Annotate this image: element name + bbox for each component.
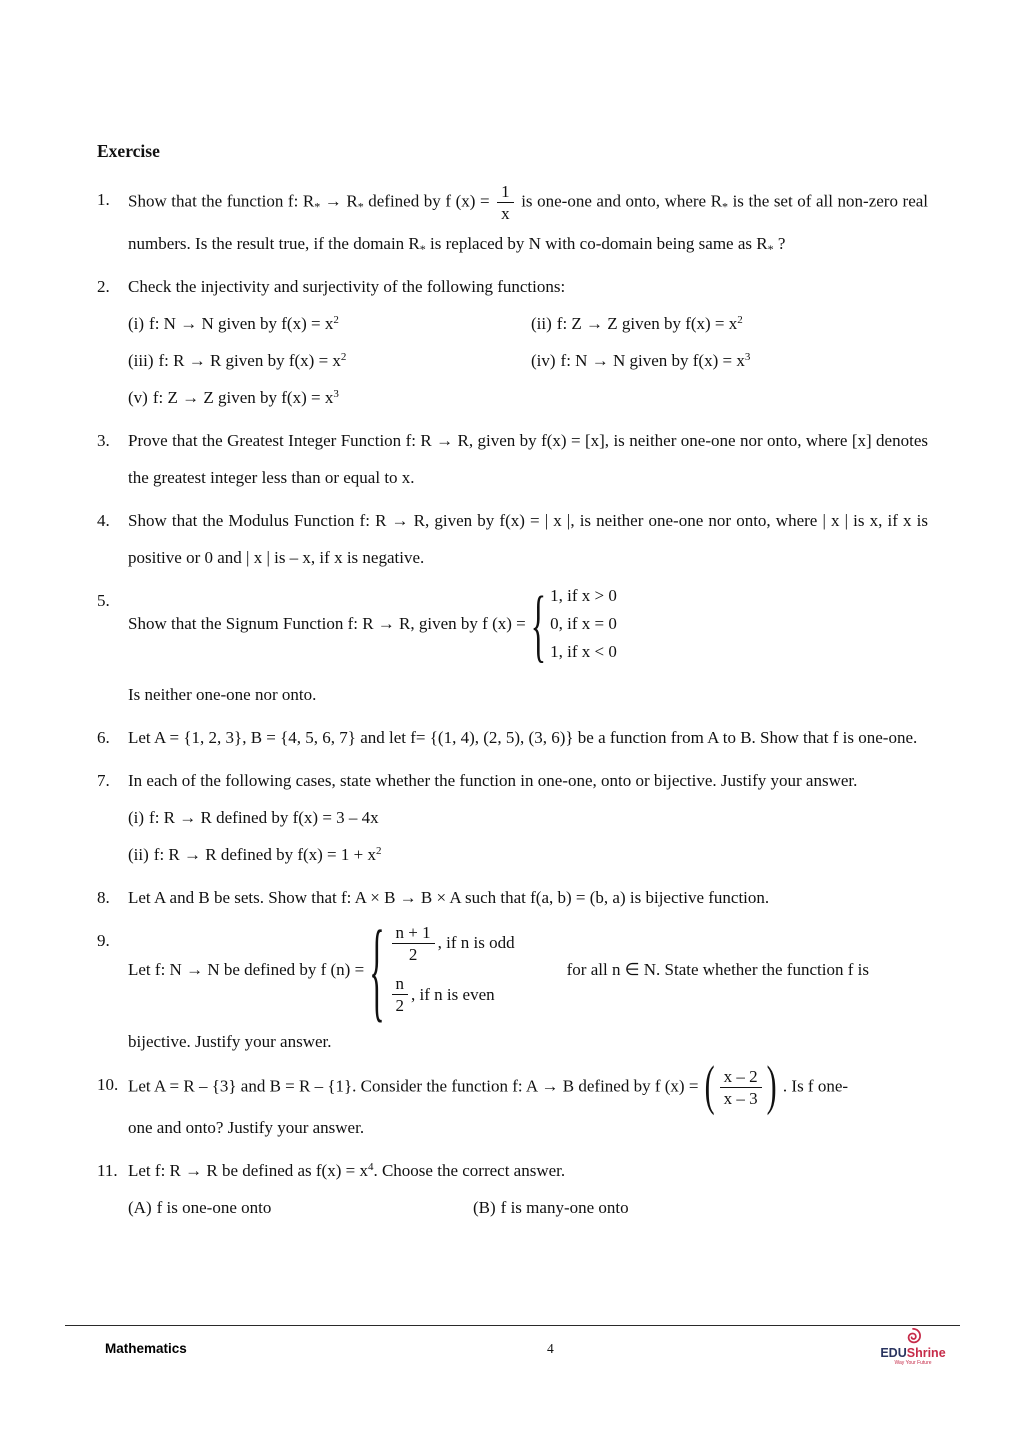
problem-2-subitems (128, 305, 928, 416)
problem-5-conclusion: Is neither one-one nor onto. (128, 684, 317, 704)
subscript: * (314, 199, 321, 214)
logo-tagline: Way Your Future (894, 1359, 932, 1366)
exercise-content (97, 141, 928, 1232)
problem-9 (97, 906, 928, 1060)
subscript: * (419, 241, 426, 256)
superscript: 3 (333, 387, 339, 400)
problem-5-number: 5. (97, 590, 110, 610)
subitem-label: (iii) (128, 350, 154, 370)
problem-6-number: 6. (97, 727, 110, 747)
subitem-i (128, 799, 928, 836)
problem-5-definition (128, 577, 928, 670)
problem-1-text: Show that the function f: $R_* \to R_*$ defined by f (x) = $\frac{1}{x}$ is one-one and onto, where $R_*$ is the set of all non-zero real numbers. Is the result true, if the domain $R_*$ is replaced by N with co-domain being same as $R_*$ ? (128, 182, 929, 256)
superscript: 4 (367, 1161, 374, 1173)
spiral-logo-icon (903, 1326, 923, 1346)
fraction: $\frac{x - 2}{x - 3}$ (720, 1066, 762, 1110)
option-label: (B) (473, 1198, 496, 1217)
superscript: 2 (340, 350, 347, 363)
fraction: $\frac{n}{2}$ (392, 973, 409, 1017)
piecewise-cases (550, 582, 617, 666)
subitem-text: f: R → R defined by $f(x) = 1 + x^2$ (153, 844, 382, 864)
problem-11 (97, 1152, 928, 1226)
fraction: $\frac{n + 1}{2}$ (392, 922, 435, 966)
edushrine-logo (878, 1326, 948, 1366)
footer-subject: Mathematics (105, 1341, 187, 1356)
problem-7-intro: In each of the following cases, state whether the function in one-one, onto or bijective. Justify your answer. (128, 770, 858, 790)
subitem-v (128, 379, 531, 416)
case-row: 0, if x = 0 (550, 613, 617, 633)
subitem-text: f: Z → Z given by $f(x) = x^3$ (152, 387, 339, 407)
problem-4-number: 4. (97, 510, 110, 530)
problem-10-number: 10. (97, 1074, 119, 1094)
option-text: f is many-one onto (500, 1198, 629, 1217)
problem-10 (97, 1055, 928, 1147)
problem-10-text: Let A = R – {3} and B = R – {1}. Consider the function f: A → B defined by f (x) = ( $\frac{x - 2}{x - 3}$ ) . Is f one- (128, 1055, 849, 1117)
subitem-ii (531, 305, 928, 342)
subitem-label: (v) (128, 387, 148, 407)
subitem-iv (531, 342, 928, 379)
left-brace-icon: { (530, 577, 547, 670)
problem-4-text: Show that the Modulus Function f: R → R, given by f(x) = | x |, is neither one-one nor onto, where | x | is x, if x is positive or 0 and | x | is – x, if x is negative. (128, 510, 928, 567)
problem-9-conclusion: bijective. Justify your answer. (128, 1031, 332, 1051)
problem-9-condition: for all n ∈ N. State whether the function f is (566, 959, 869, 979)
subscript: * (357, 199, 364, 214)
piecewise-cases (389, 922, 515, 1017)
problem-3-text: Prove that the Greatest Integer Function f: R → R, given by f(x) = [x], is neither one-one nor onto, where [x] denotes the greatest integer less than or equal to x. (128, 430, 928, 487)
subitem-label: (iv) (531, 350, 556, 370)
subitem-text: f: N → N given by $f(x) = x^2$ (149, 313, 339, 333)
subitem-text: f: R → R given by $f(x) = x^2$ (158, 350, 347, 370)
exercise-heading: Exercise (97, 141, 160, 161)
problem-8-text: Let A and B be sets. Show that f: A × B → B × A such that f(a, b) = (b, a) is bijective function. (128, 887, 770, 907)
piecewise-function (530, 577, 617, 670)
problem-11-text: Let f: R → R be defined as $f(x) = x^4$. Choose the correct answer. (128, 1161, 566, 1180)
problem-2-number: 2. (97, 276, 110, 296)
case-row: $\frac{n + 1}{2}$ , if n is odd (389, 922, 515, 966)
problem-3-number: 3. (97, 430, 110, 450)
footer-divider (65, 1325, 960, 1326)
problem-11-number: 11. (97, 1161, 118, 1180)
problem-6 (97, 719, 928, 756)
subitem-iii (128, 342, 531, 379)
subscript: * (767, 241, 774, 256)
superscript: 2 (333, 313, 339, 326)
option-text: f is one-one onto (156, 1198, 272, 1217)
case-row: $\frac{n}{2}$ , if n is even (389, 973, 515, 1017)
subitem-label: (ii) (128, 844, 149, 864)
problem-2-intro: Check the injectivity and surjectivity of the following functions: (128, 276, 566, 296)
subitem-label: (i) (128, 313, 145, 333)
subitem-label: (ii) (531, 313, 552, 333)
problem-5-text: Show that the Signum Function f: R → R, given by f (x) = (128, 614, 526, 633)
problem-9-text: Let f: N → N be defined by f (n) = (128, 959, 365, 979)
piecewise-function (369, 906, 515, 1032)
problem-1 (97, 181, 928, 262)
problem-7-number: 7. (97, 770, 110, 790)
option-label: (A) (128, 1198, 152, 1217)
left-brace-icon: { (369, 906, 385, 1032)
subitem-text: f: R → R defined by f(x) = 3 – 4x (149, 807, 379, 827)
subitem-ii (128, 836, 928, 873)
problem-4 (97, 502, 928, 576)
subitem-text: f: N → N given by $f(x) = x^3$ (560, 350, 751, 370)
problem-10-line2: one and onto? Justify your answer. (128, 1118, 365, 1137)
subitem-text: f: Z → Z given by $f(x) = x^2$ (556, 313, 743, 333)
problem-8 (97, 879, 928, 916)
problem-1-number: 1. (97, 190, 110, 209)
option-b (473, 1189, 928, 1226)
big-paren: ) (766, 1055, 777, 1117)
problem-11-options (128, 1189, 928, 1226)
superscript: 2 (737, 313, 743, 326)
problem-9-number: 9. (97, 930, 110, 950)
superscript: 3 (744, 350, 751, 363)
case-row: 1, if x < 0 (550, 641, 617, 661)
big-paren: ( (704, 1055, 715, 1117)
logo-edu: EDU (880, 1346, 907, 1360)
problem-3 (97, 422, 928, 496)
problem-7 (97, 762, 928, 873)
subitem-label: (i) (128, 807, 145, 827)
problem-9-definition (128, 906, 928, 1032)
case-row: 1, if x > 0 (550, 585, 617, 605)
problem-8-number: 8. (97, 887, 110, 907)
footer-page-number: 4 (547, 1341, 554, 1356)
option-a (128, 1189, 473, 1226)
fraction: $\frac{1}{x}$ (497, 181, 514, 225)
logo-wordmark (878, 1347, 948, 1360)
problem-5 (97, 577, 928, 713)
problem-2 (97, 268, 928, 416)
logo-shrine: Shrine (906, 1346, 946, 1360)
problem-6-text: Let A = {1, 2, 3}, B = {4, 5, 6, 7} and let f= {(1, 4), (2, 5), (3, 6)} be a function from A to B. Show that f is one-one. (128, 727, 918, 747)
subscript: * (722, 199, 729, 214)
subitem-i (128, 305, 531, 342)
superscript: 2 (375, 844, 382, 857)
